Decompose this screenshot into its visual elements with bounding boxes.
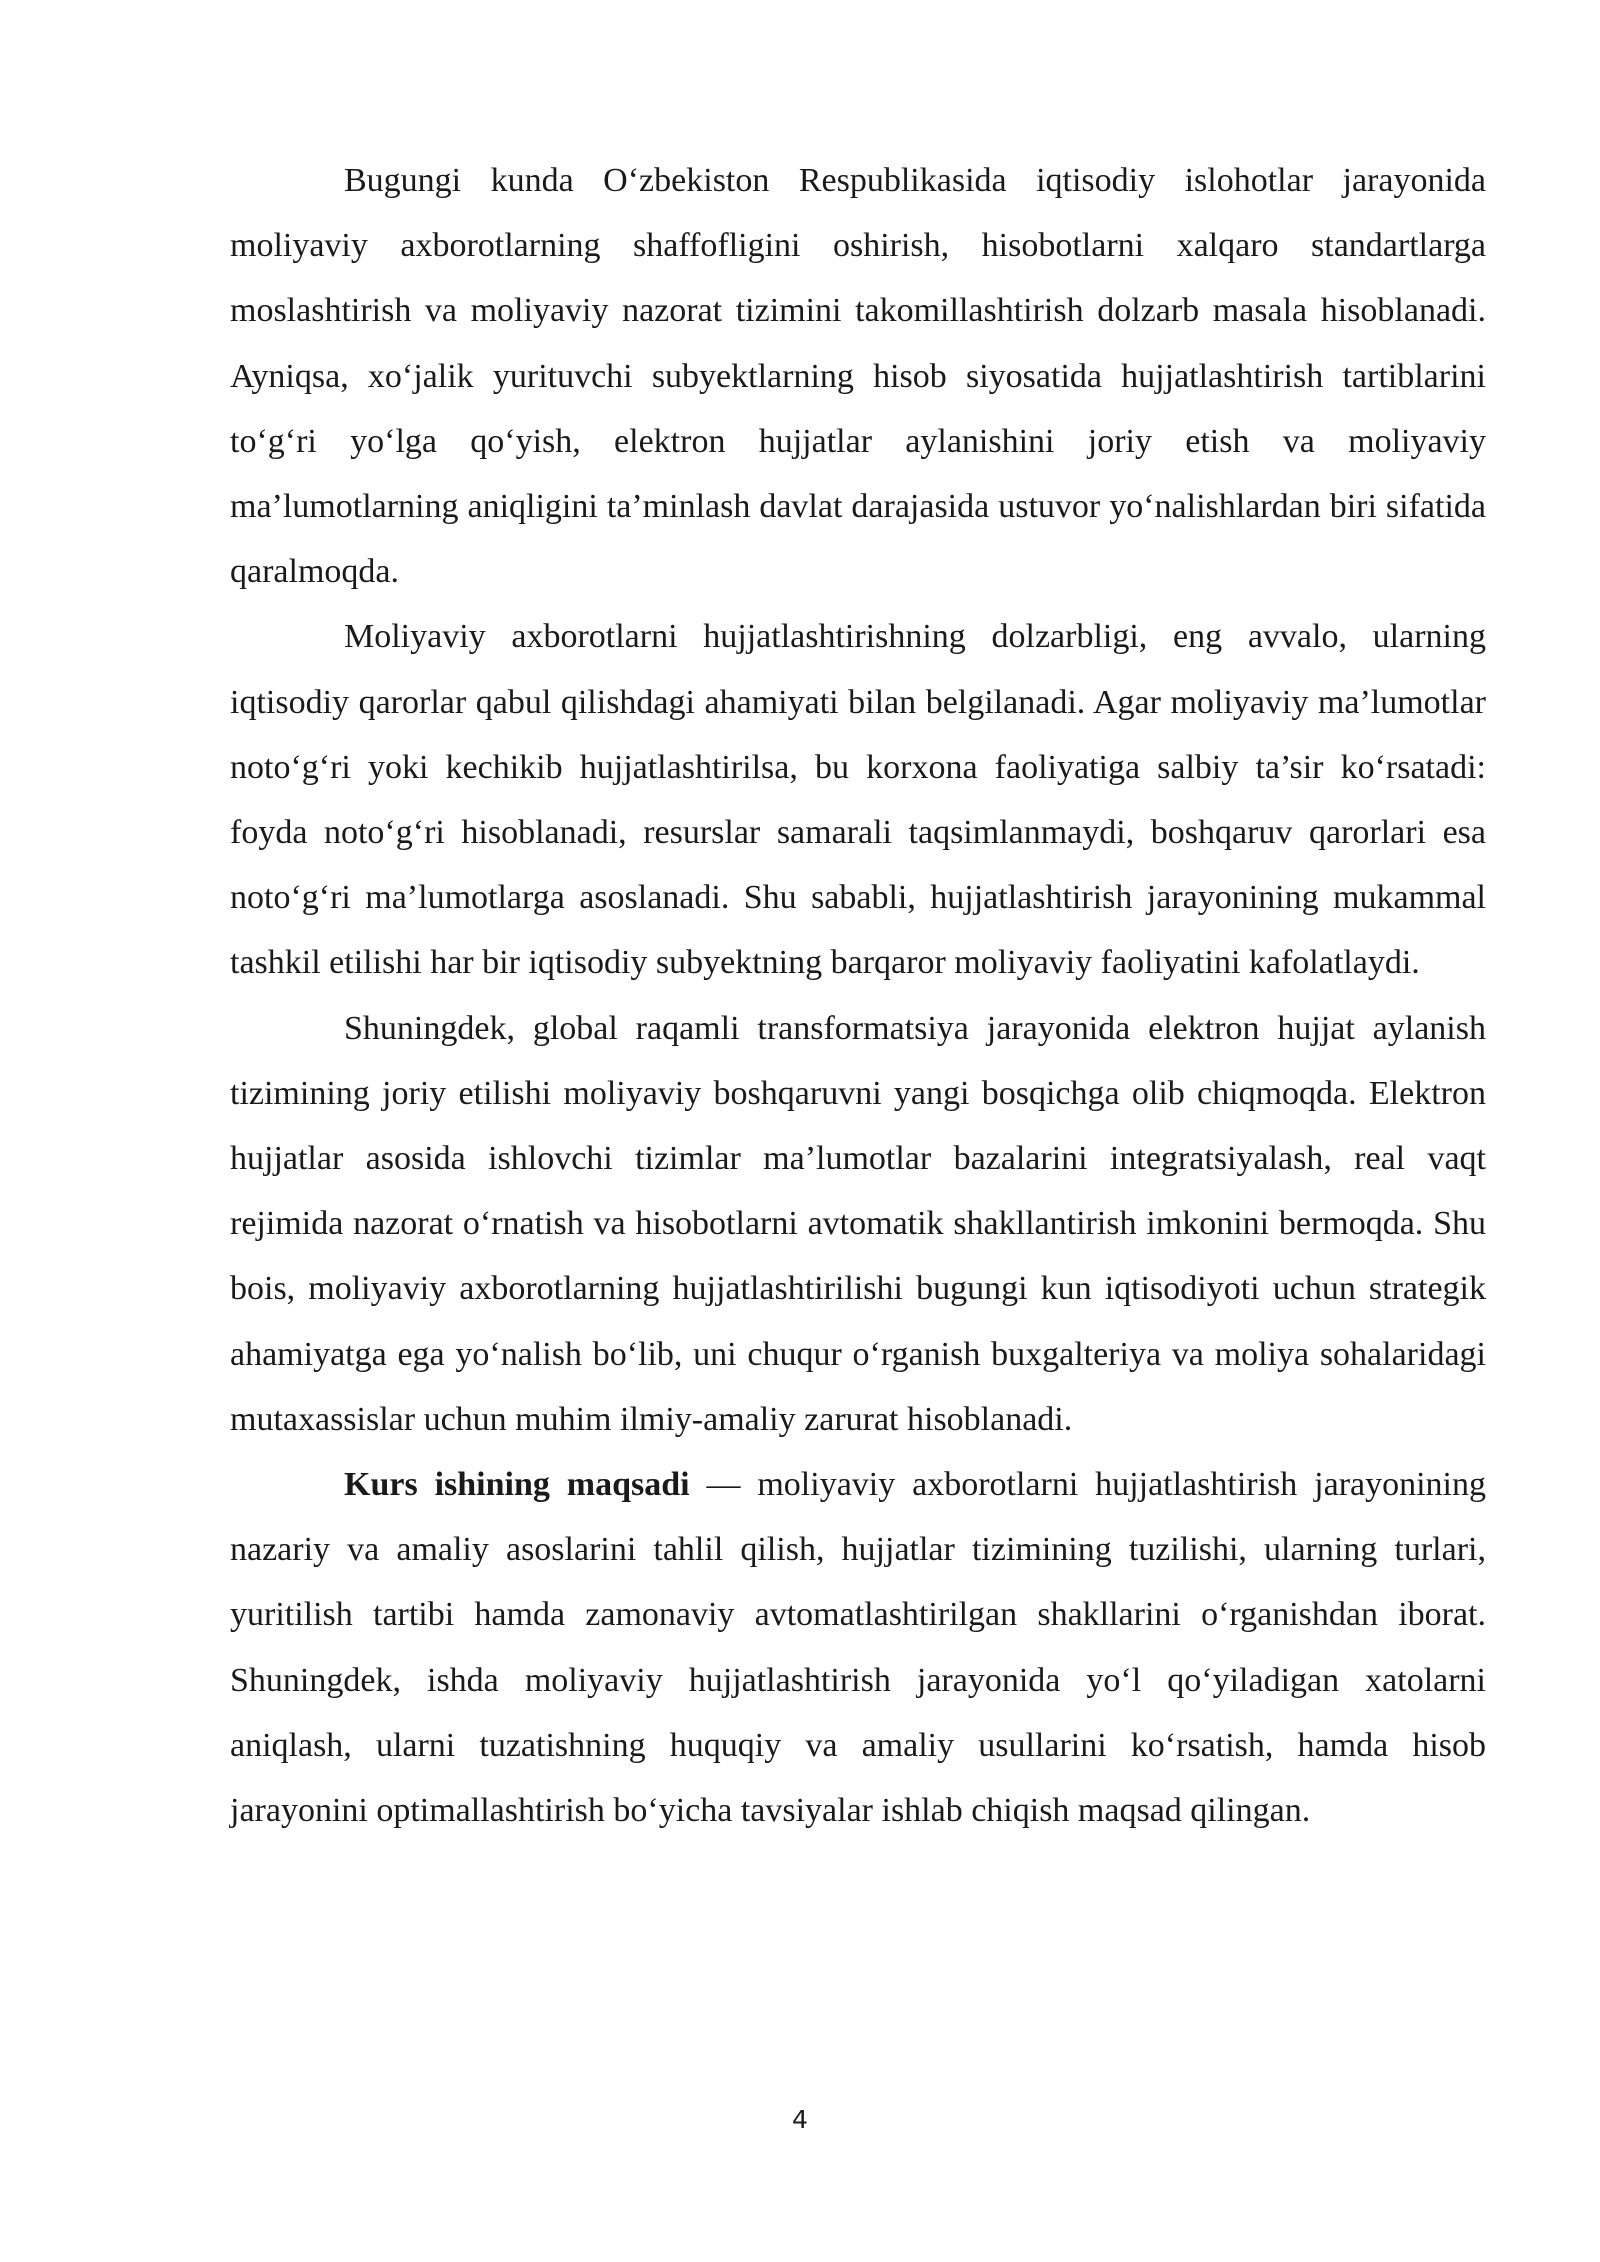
paragraph-digital-transformation	[230, 996, 1486, 1452]
page-number: 4	[792, 2105, 808, 2134]
body-text	[230, 148, 1486, 1843]
paragraph-text: Bugungi kunda O‘zbekiston Respublikasida iqtisodiy islohotlar jarayonida moliyaviy axborotlarning shaffofligini oshirish, hisobotlarni xalqaro standartlarga moslashtirish va moliyaviy nazorat tizimini takomillashtirish dolzarb masala hisoblanadi. Ayniqsa, xo‘jalik yurituvchi subyektlarning hisob siyosatida hujjatlashtirish tartiblarini to‘g‘ri yo‘lga qo‘yish, elektron hujjatlar aylanishini joriy etish va moliyaviy ma’lumotlarning aniqligini ta’minlash davlat darajasida ustuvor yo‘nalishlardan biri sifatida qaralmoqda.	[230, 162, 1486, 591]
paragraph-course-goal	[230, 1452, 1486, 1843]
paragraph-relevance	[230, 604, 1486, 995]
paragraph-text: — moliyaviy axborotlarni hujjatlashtirish jarayonining nazariy va amaliy asoslarini tahlil qilish, hujjatlar tizimining tuzilishi, ularning turlari, yuritilish tartibi hamda zamonaviy avtomatlashtirilgan shakllarini o‘rganishdan iborat. Shuningdek, ishda moliyaviy hujjatlashtirish jarayonida yo‘l qo‘yiladigan xatolarni aniqlash, ularni tuzatishning huquqiy va amaliy usullarini ko‘rsatish, hamda hisob jarayonini optimallashtirish bo‘yicha tavsiyalar ishlab chiqish maqsad qilingan.	[230, 1466, 1486, 1830]
paragraph-text: Moliyaviy axborotlarni hujjatlashtirishning dolzarbligi, eng avvalo, ularning iqtisodiy qarorlar qabul qilishdagi ahamiyati bilan belgilanadi. Agar moliyaviy ma’lumotlar noto‘g‘ri yoki kechikib hujjatlashtirilsa, bu korxona faoliyatiga salbiy ta’sir ko‘rsatadi: foyda noto‘g‘ri hisoblanadi, resurslar samarali taqsimlanmaydi, boshqaruv qarorlari esa noto‘g‘ri ma’lumotlarga asoslanadi. Shu sababli, hujjatlashtirish jarayonining mukammal tashkil etilishi har bir iqtisodiy subyektning barqaror moliyaviy faoliyatini kafolatlaydi.	[230, 618, 1486, 982]
paragraph-text: Shuningdek, global raqamli transformatsiya jarayonida elektron hujjat aylanish tizimining joriy etilishi moliyaviy boshqaruvni yangi bosqichga olib chiqmoqda. Elektron hujjatlar asosida ishlovchi tizimlar ma’lumotlar bazalarini integratsiyalash, real vaqt rejimida nazorat o‘rnatish va hisobotlarni avtomatik shakllantirish imkonini bermoqda. Shu bois, moliyaviy axborotlarning hujjatlashtirilishi bugungi kun iqtisodiyoti uchun strategik ahamiyatga ega yo‘nalish bo‘lib, uni chuqur o‘rganish buxgalteriya va moliya sohalaridagi mutaxassislar uchun muhim ilmiy-amaliy zarurat hisoblanadi.	[230, 1009, 1486, 1438]
paragraph-intro	[230, 148, 1486, 604]
course-goal-heading: Kurs ishining maqsadi	[344, 1466, 690, 1504]
